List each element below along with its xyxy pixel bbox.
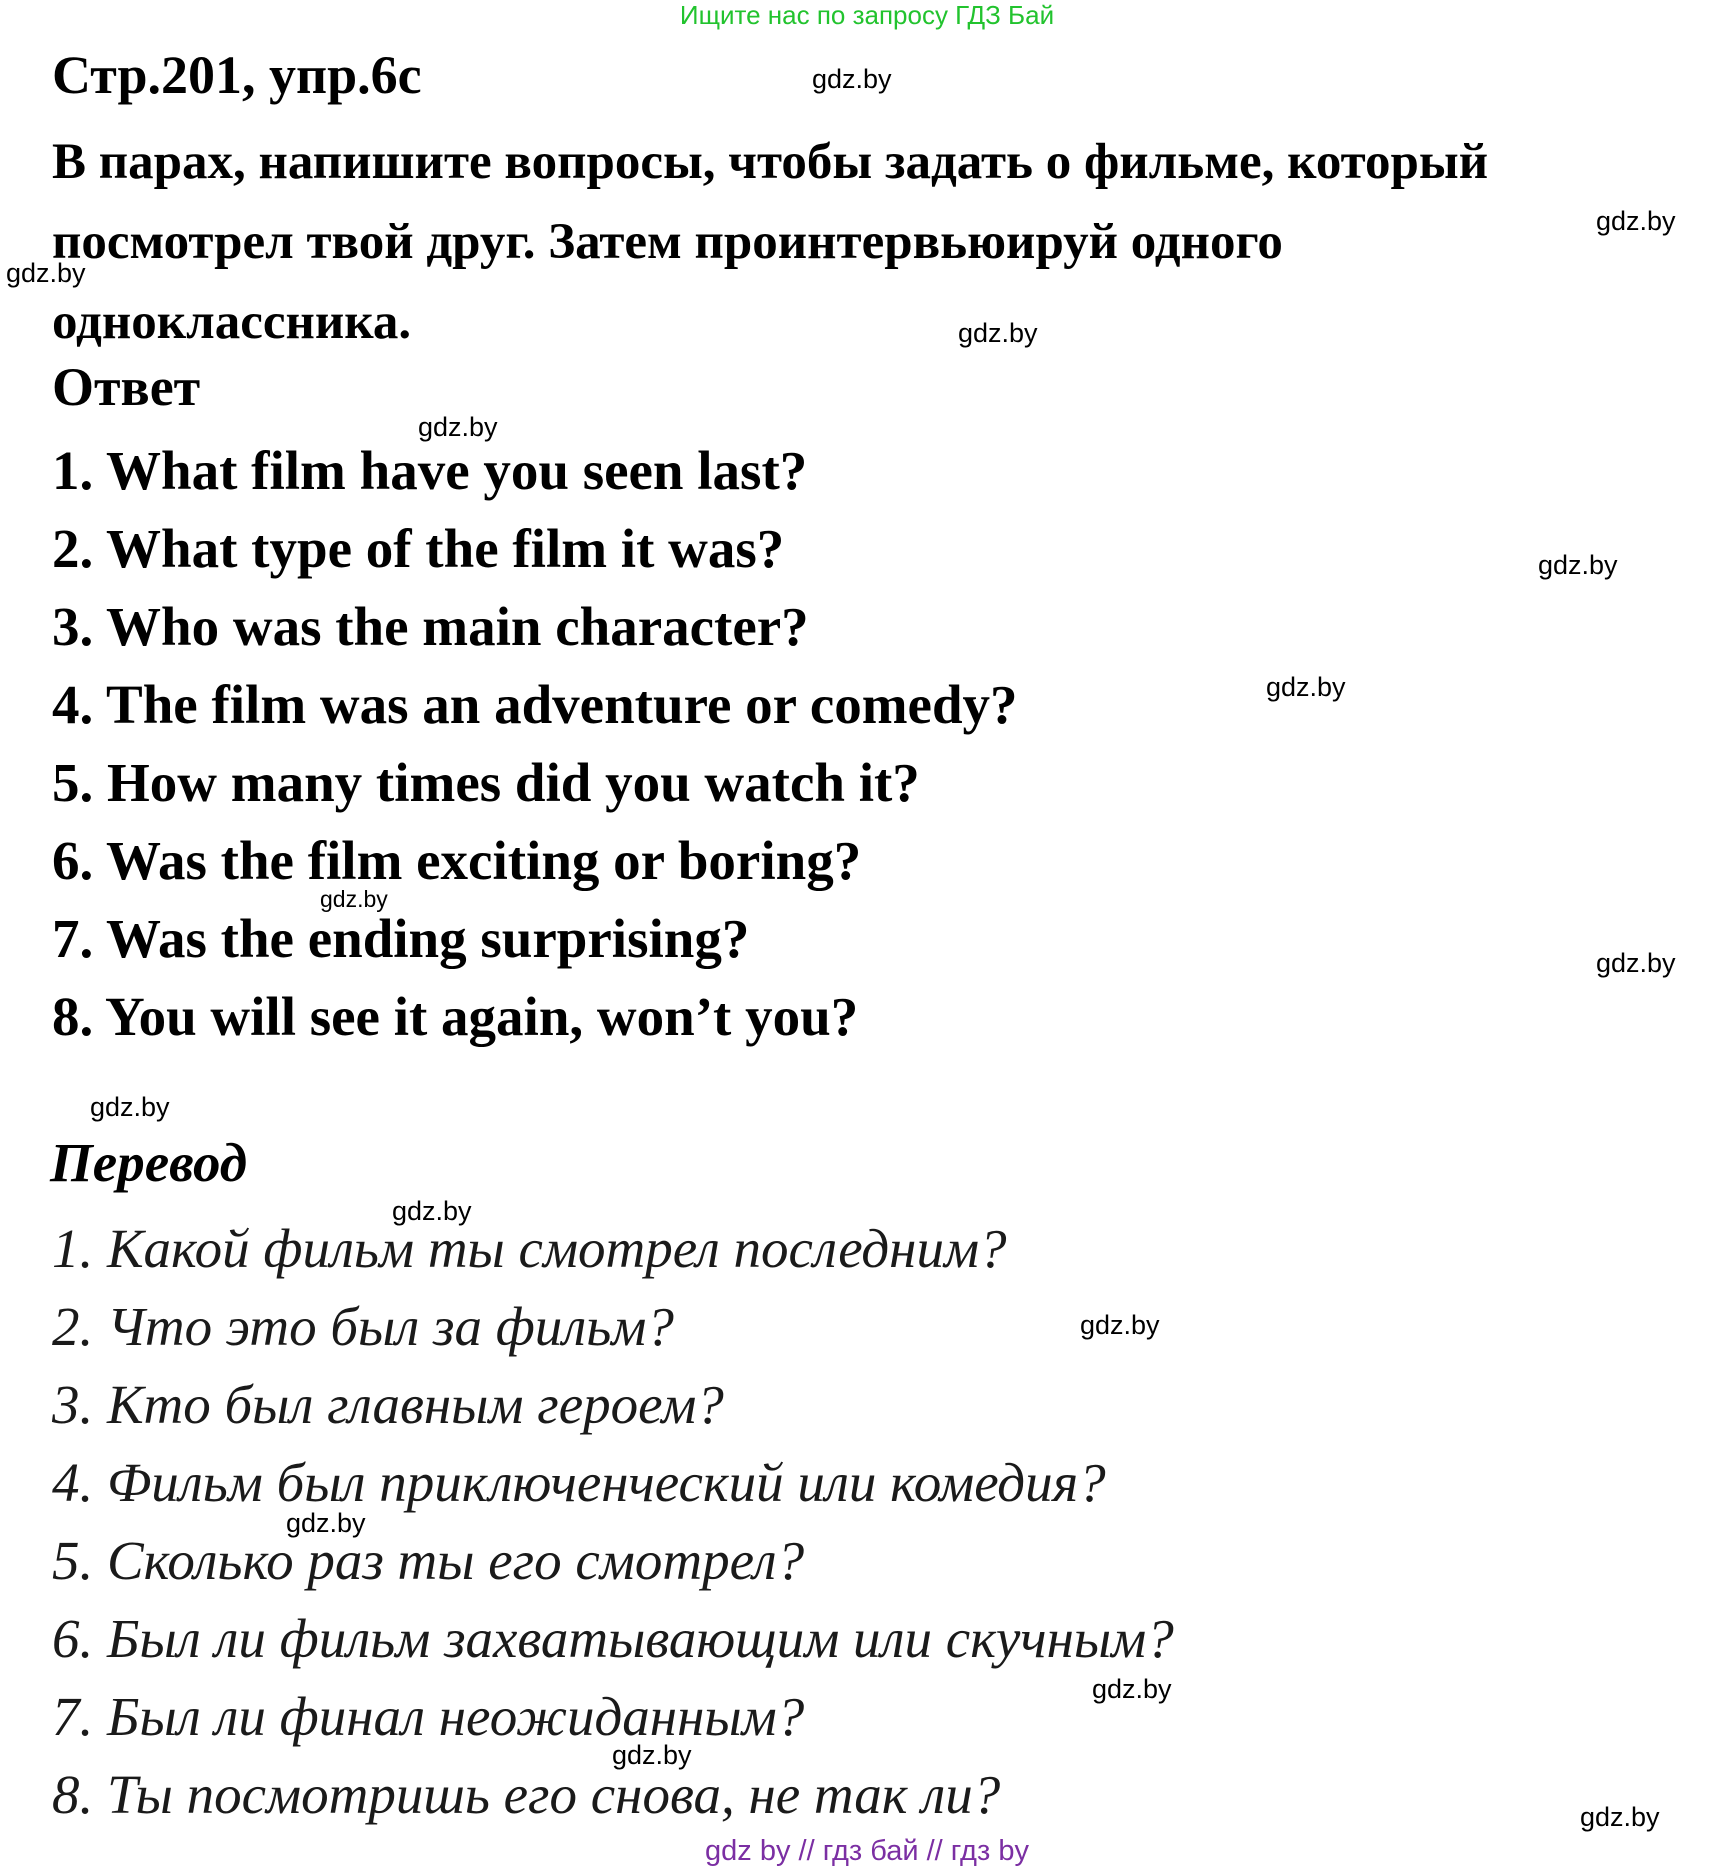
task-line: одноклассника.	[52, 294, 412, 350]
answer-list	[52, 432, 1018, 1056]
translation-item: 8. Ты посмотришь его снова, не так ли?	[52, 1764, 1001, 1825]
translation-item: 3. Кто был главным героем?	[52, 1374, 724, 1435]
answer-item: 2. What type of the film it was?	[52, 518, 785, 579]
promo-banner: Ищите нас по запросу ГДЗ Бай	[679, 0, 1055, 30]
answer-item: 7. Was the ending surprising?	[52, 908, 750, 969]
watermark: gdz.by	[1092, 1674, 1172, 1704]
watermark: gdz.by	[1596, 206, 1676, 236]
answer-item: 6. Was the film exciting or boring?	[52, 830, 862, 891]
translation-item: 1. Какой фильм ты смотрел последним?	[52, 1218, 1007, 1279]
task-text	[52, 122, 1722, 362]
watermark: gdz.by	[286, 1508, 366, 1538]
watermark: gdz.by	[1596, 948, 1676, 978]
watermark: gdz.by	[1266, 672, 1346, 702]
watermark: gdz.by	[90, 1092, 170, 1122]
answer-item: 4. The film was an adventure or comedy?	[52, 674, 1018, 735]
watermark: gdz.by	[958, 318, 1038, 348]
translation-item: 2. Что это был за фильм?	[52, 1296, 674, 1357]
translation-item: 5. Сколько раз ты его смотрел?	[52, 1530, 805, 1591]
watermark: gdz.by	[320, 886, 388, 912]
answer-item: 3. Who was the main character?	[52, 596, 809, 657]
exercise-heading: Стр.201, упр.6с	[52, 45, 422, 105]
translation-item: 6. Был ли фильм захватывающим или скучным?	[52, 1608, 1174, 1669]
watermark: gdz.by	[418, 412, 498, 442]
translation-title: Перевод	[50, 1132, 248, 1193]
translation-item: 7. Был ли финал неожиданным?	[52, 1686, 805, 1747]
task-line: В парах, напишите вопросы, чтобы задать о фильме, который	[52, 134, 1489, 190]
answer-item: 1. What film have you seen last?	[52, 440, 808, 501]
watermark: gdz.by	[1538, 550, 1618, 580]
translation-item: 4. Фильм был приключенческий или комедия?	[52, 1452, 1106, 1513]
footer-links: gdz by // гдз бай // гдз by	[705, 1835, 1029, 1867]
watermark: gdz.by	[812, 64, 892, 94]
answer-title: Ответ	[52, 357, 201, 417]
watermark: gdz.by	[612, 1740, 692, 1770]
answer-item: 8. You will see it again, won’t you?	[52, 986, 859, 1047]
watermark: gdz.by	[1080, 1310, 1160, 1340]
watermark: gdz.by	[1580, 1802, 1660, 1832]
watermark: gdz.by	[392, 1196, 472, 1226]
answer-item: 5. How many times did you watch it?	[52, 752, 920, 813]
watermark: gdz.by	[6, 258, 86, 288]
task-line: посмотрел твой друг. Затем проинтервьюируй одного	[52, 214, 1283, 270]
